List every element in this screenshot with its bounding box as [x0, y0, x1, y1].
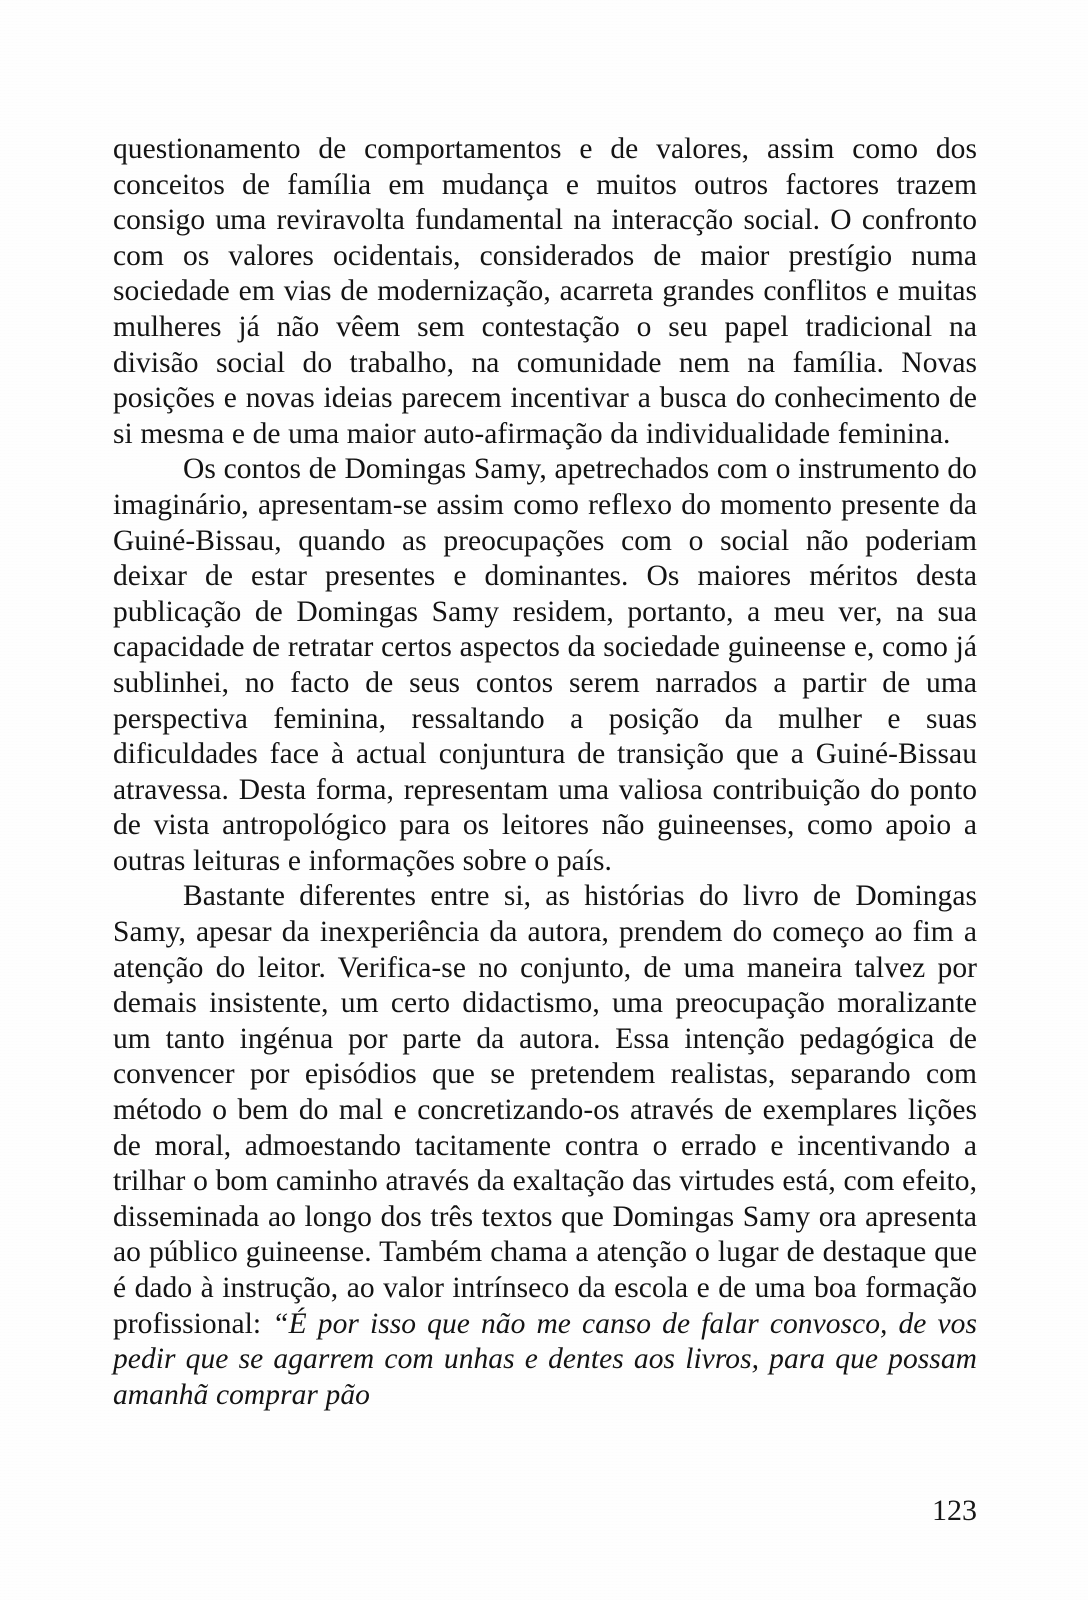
paragraph-2: Os contos de Domingas Samy, apetrechados com o instrumento do imaginário, apresentam-se assim como reflexo do momento presente da Guiné-Bissau, quando as preocupações com o social não poderiam deixar de estar presentes e dominantes. Os maiores méritos desta publicação de Domingas Samy residem, portanto, a meu ver, na sua capacidade de retratar certos aspectos da sociedade guineense e, como já sublinhei, no facto de seus contos serem narrados a partir de uma perspectiva feminina, ressaltando a posição da mulher e suas dificuldades face à actual conjuntura de transição que a Guiné-Bissau atravessa. Desta forma, representam uma valiosa contribuição do ponto de vista antropológico para os leitores não guineenses, como apoio a outras leituras e informações sobre o país. — [113, 453, 977, 877]
body-text-block — [113, 132, 977, 1413]
paragraph-3-lead-text: Bastante diferentes entre si, as histórias do livro de Domingas Samy, apesar da inexperiência da autora, prendem do começo ao fim a atenção do leitor. Verifica-se no conjunto, de uma maneira talvez por demais insistente, um certo didactismo, uma preocupação moralizante um tanto ingénua por parte da autora. Essa intenção pedagógica de convencer por episódios que se pretendem realistas, separando com método o bem do mal e concretizando-os através de exemplares lições de moral, admoestando tacitamente contra o errado e incentivando a trilhar o bom caminho através da exaltação das virtudes está, com efeito, disseminada ao longo dos três textos que Domingas Samy ora apresenta ao público guineense. Também chama a atenção o lugar de destaque que é dado à instrução, ao valor intrínseco da escola e de uma boa formação profissional: — [113, 880, 977, 1340]
page-number: 123 — [932, 1494, 977, 1527]
paragraph-3 — [113, 879, 977, 1413]
paragraph-1: questionamento de comportamentos e de valores, assim como dos conceitos de família em mudança e muitos outros factores trazem consigo uma reviravolta fundamental na interacção social. O confronto com os valores ocidentais, considerados de maior prestígio numa sociedade em vias de modernização, acarreta grandes conflitos e muitas mulheres já não vêem sem contestação o seu papel tradicional na divisão social do trabalho, na comunidade nem na família. Novas posições e novas ideias parecem incentivar a busca do conhecimento de si mesma e de uma maior auto-afirmação da individualidade feminina. — [113, 133, 977, 450]
paragraph-3-quotation: “É por isso que não me canso de falar convosco, de vos pedir que se agarrem com unhas e dentes aos livros, para que possam amanhã comprar pão — [113, 1307, 977, 1411]
